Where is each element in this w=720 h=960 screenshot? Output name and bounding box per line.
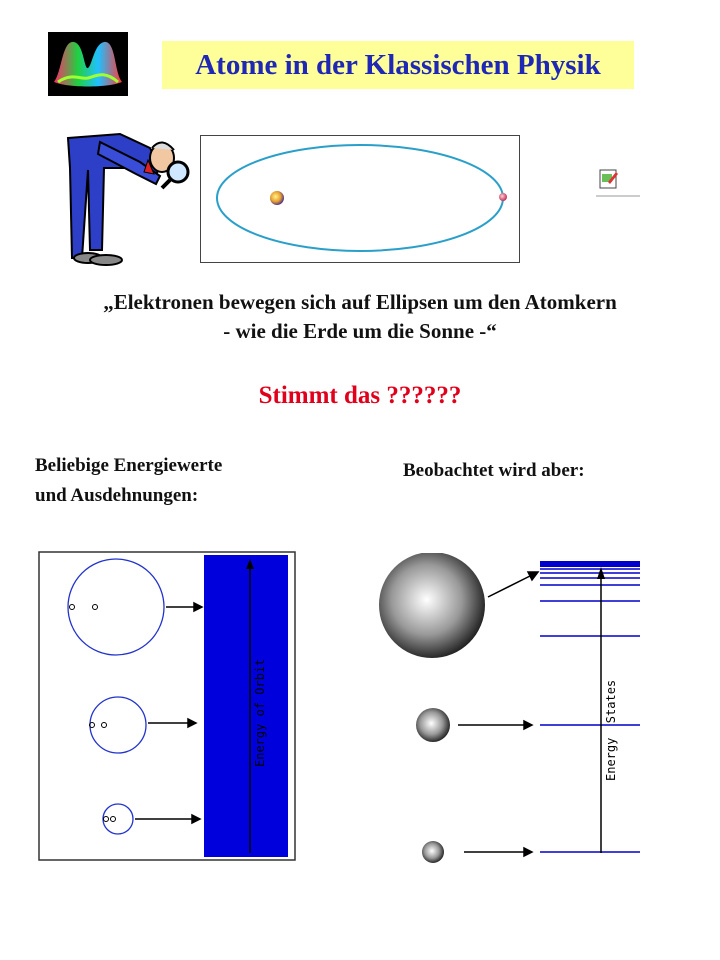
detective-with-magnifier-icon xyxy=(60,128,195,266)
title-banner xyxy=(162,41,634,89)
quote-line-2: - wie die Erde um die Sonne -“ xyxy=(223,319,497,343)
right-heading: Beobachtet wird aber: xyxy=(403,460,585,481)
small-atom-sphere xyxy=(422,841,444,863)
quote-line-1: „Elektronen bewegen sich auf Ellipsen um den Atomkern xyxy=(103,290,617,314)
wave-surface-icon xyxy=(48,32,128,96)
left-axis-label: Energy of Orbit xyxy=(253,658,267,767)
left-heading-line-2: und Ausdehnungen: xyxy=(35,485,199,506)
right-axis-label: Energy States xyxy=(604,679,618,781)
left-heading-line-1: Beliebige Energiewerte xyxy=(35,455,223,476)
discrete-energy-diagram xyxy=(372,553,644,873)
quote-block xyxy=(0,288,720,346)
large-atom-sphere xyxy=(379,553,485,658)
continuous-energy-band xyxy=(204,555,288,857)
document-link-icon[interactable] xyxy=(596,168,640,200)
left-heading xyxy=(35,451,222,511)
medium-atom-sphere xyxy=(416,708,450,742)
question-text: Stimmt das ?????? xyxy=(258,382,462,409)
page-title: Atome in der Klassischen Physik xyxy=(195,48,601,81)
elliptical-orbit-icon xyxy=(200,135,520,263)
continuous-energy-diagram xyxy=(38,551,298,863)
